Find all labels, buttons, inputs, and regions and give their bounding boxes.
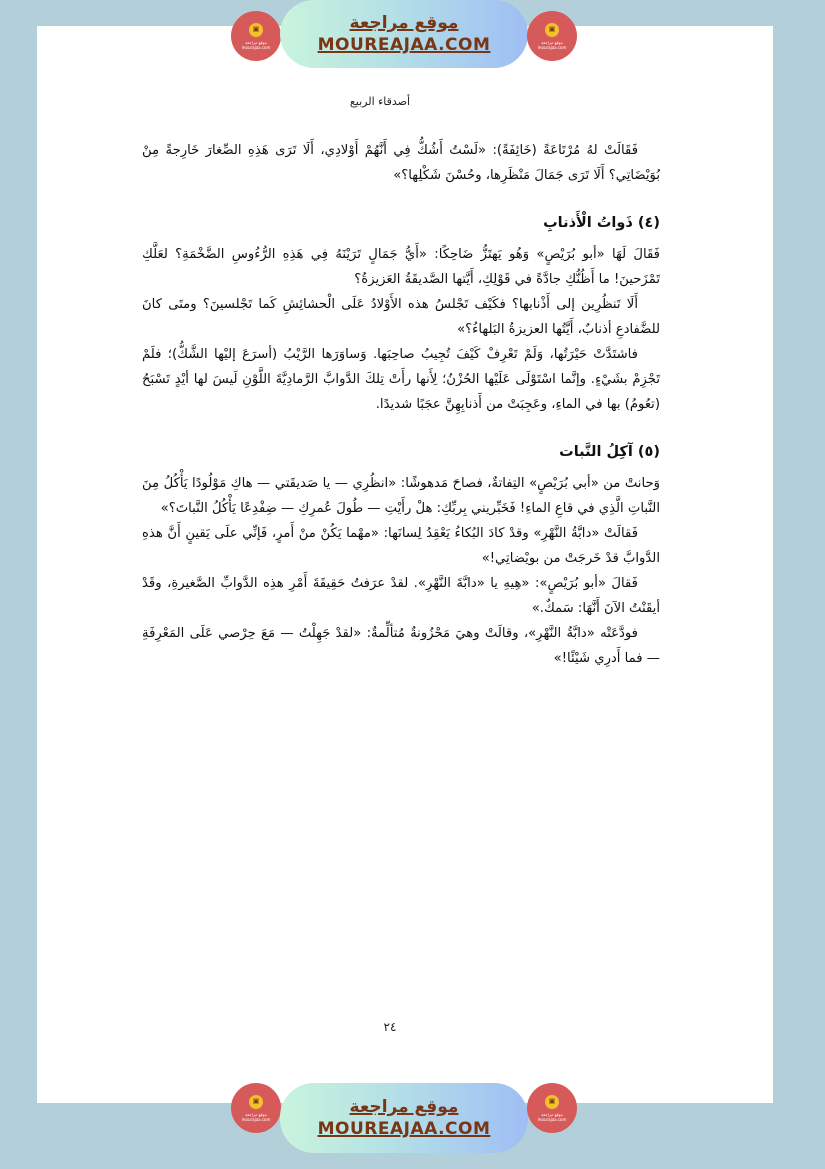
paragraph: أَلَا تَنظُرِين إلى أَذْنابها؟ فكَيْف تَجْلسُ هذه الأَوْلادُ عَلَى الْحشائِشِ كَما تَجْلسينَ؟ ومتَى كانَ للضَّفادعِ أذنابٌ، أَيَّتُها العزيزةُ البَلهاءُ؟» bbox=[142, 297, 660, 337]
page-content bbox=[142, 138, 660, 671]
watermark-logo-bottom-left bbox=[231, 1083, 281, 1133]
watermark-arabic: موقع مراجعة bbox=[349, 1097, 459, 1117]
watermark-banner-top[interactable] bbox=[280, 0, 528, 68]
paragraph: فودَّعَتْه «دابَّةُ النَّهْرِ»، وقالَتْ وهيَ مَحْزُونةٌ مُتألِّمةٌ: «لقدْ جَهِلْتُ — مَعَ حِرْصي عَلَى المَعْرِفَةِ — فما أَدرِي شَيْئًا!» bbox=[142, 626, 660, 666]
section-heading: (٥) آكِلُ النَّبات bbox=[559, 444, 660, 460]
watermark-latin: MOUREAJAA.COM bbox=[317, 35, 491, 55]
watermark-arabic: موقع مراجعة bbox=[349, 13, 459, 33]
logo-caption: موقع مراجعة mourajaa.com bbox=[537, 39, 567, 50]
paragraph: فَقالَتْ «دابَّةُ النَّهْرِ» وقدْ كادَ البُكاءُ يَعْقِدُ لِسانَها: «مهْما يَكُنْ منْ أَمرٍ، فَإنِّي علَى يَقينٍ أَنَّ هذهِ الدَّوابَّ قدْ خَرجَتْ من بويْضاتِي!» bbox=[142, 526, 660, 566]
paragraph: فاشتَدَّتْ حَيْرَتُها، وَلَمْ تَعْرِفْ كَيْفَ تُجِيبُ صاحِبَها. وَساوَرَها الرَّيْبُ (أسرَعَ إليْها الشَّكُّ)؛ فلَمْ تَجْزِمْ بشَيْءٍ. وإنَّما اسْتَوْلَى عَلَيْها الحُزْنُ؛ لِأَنها رأَتْ تِلكَ الدَّوابَّ الرَّمادِيَّةَ اللَّوْنِ لَيسَ لها أيْدٍ تَسْبَحُ (تعُومُ) بها في الماءِ، وعَجِبَتْ من أَذنابِهِنَّ عجَبًا شديدًا. bbox=[142, 347, 660, 412]
watermark-banner-bottom[interactable] bbox=[280, 1083, 528, 1153]
section-heading: (٤) ذَواتُ الْأَذنابِ bbox=[543, 215, 660, 231]
book-icon: ▣ bbox=[249, 1095, 263, 1109]
page-number: ٢٤ bbox=[383, 1020, 397, 1034]
book-icon: ▣ bbox=[545, 23, 559, 37]
logo-caption: موقع مراجعة mourajaa.com bbox=[241, 39, 271, 50]
opening-paragraph: فَقَالَتْ لهُ مُرْتَاعَةً (خَائِفَةً): «لَسْتُ أَشُكُّ فِي أَنَّهُمْ أَوْلادِي، أَلَا تَرَى هَذِهِ الصِّغارَ خَارِجةً مِنْ بُوَيْضَاتِي؟ أَلَا تَرَى جَمَالَ مَنْظَرِها، وحُسْنَ شَكْلِها؟» bbox=[142, 143, 660, 183]
logo-caption: موقع مراجعة mourajaa.com bbox=[241, 1111, 271, 1122]
paragraph: فَقالَ «أبو بُرَيْصٍ»: «هِيهِ يا «دابَّةَ النَّهْرِ». لقدْ عرَفتُ حَقِيقَةَ أَمْرِ هذِه الدَّوابِّ الصَّغيرةِ، وقَدْ أيقَنْتُ الآنَ أَنَّهَا: سَمكٌ.» bbox=[142, 576, 660, 616]
logo-caption: موقع مراجعة mourajaa.com bbox=[537, 1111, 567, 1122]
watermark-logo-top-right bbox=[527, 11, 577, 61]
paragraph: وَحانتْ من «أبي بُرَيْصٍ» التِفاتةٌ، فصاحَ مَدهوشًا: «انظُرِي — يا صَديقَتي — هاكِ مَوْلُودًا يَأْكُلُ مِنَ النَّباتِ الَّذِي في قاعِ الماءِ! فَخَبِّريني بِربِّكِ: هلْ رأَيْتِ — طُولَ عُمرِكِ — ضِفْدِعًا يَأْكُلُ النَّباتَ؟» bbox=[142, 476, 660, 516]
watermark-latin: MOUREAJAA.COM bbox=[317, 1119, 491, 1139]
book-icon: ▣ bbox=[249, 23, 263, 37]
watermark-logo-bottom-right bbox=[527, 1083, 577, 1133]
book-icon: ▣ bbox=[545, 1095, 559, 1109]
running-head: أصدقاء الربيع bbox=[349, 95, 411, 108]
watermark-logo-top-left bbox=[231, 11, 281, 61]
paragraph: فَقَالَ لَهَا «أبو بُرَيْصٍ» وَهُو يَهتَزُّ ضَاحِكًا: «أَيُّ جَمَالٍ تَرَيْنَهُ فِي هَذِهِ الرُّءُوسِ الضَّخْمَةِ؟ لعَلَّكِ تَمْزَحينَ! ما أَظُنُّكِ جادَّةً في قَوْلِكِ، أَيَّتها الصَّديقَةُ العَزيزةُ؟ bbox=[142, 247, 660, 287]
